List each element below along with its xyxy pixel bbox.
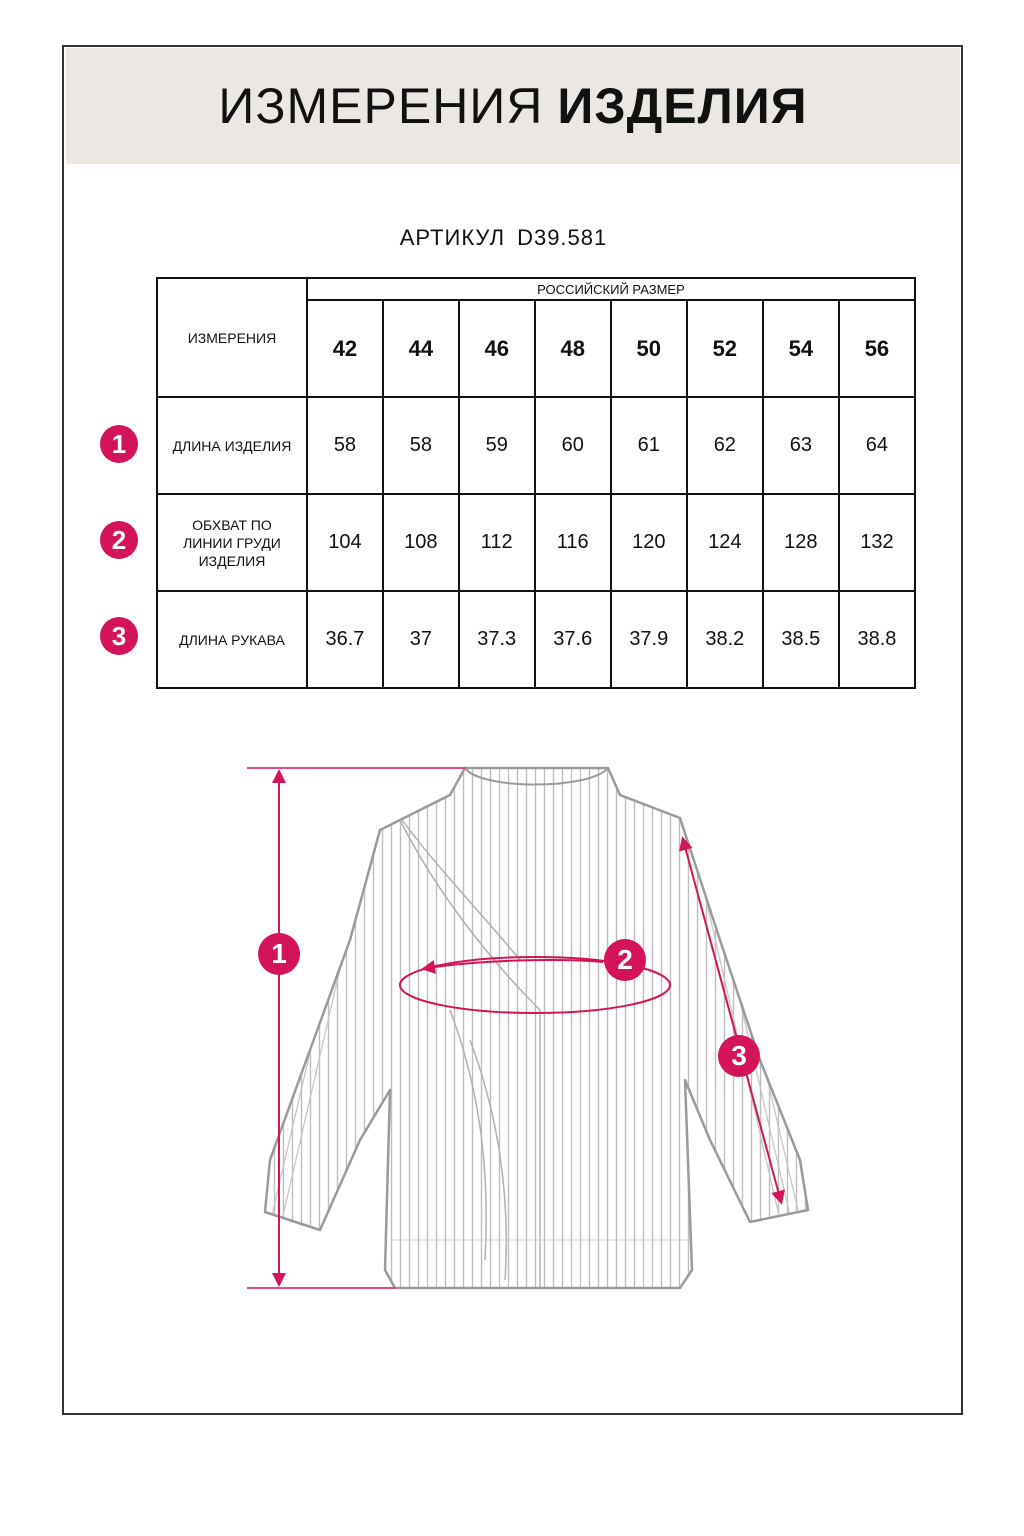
- measurements-header: ИЗМЕРЕНИЯ: [157, 278, 307, 397]
- table-cell: 38.8: [839, 591, 915, 688]
- diagram-marker-chest: 2: [604, 939, 646, 981]
- table-cell: 64: [839, 397, 915, 494]
- row-number-badge: 2: [100, 521, 138, 559]
- size-header: 54: [763, 300, 839, 397]
- size-header: 56: [839, 300, 915, 397]
- russian-size-header: РОССИЙСКИЙ РАЗМЕР: [307, 278, 915, 300]
- table-cell: 37.3: [459, 591, 535, 688]
- row-label: ОБХВАТ ПО ЛИНИИ ГРУДИ ИЗДЕЛИЯ: [157, 494, 307, 591]
- article-label: АРТИКУЛ: [399, 225, 506, 250]
- size-header: 48: [535, 300, 611, 397]
- table-cell: 124: [687, 494, 763, 591]
- row-label: ДЛИНА РУКАВА: [157, 591, 307, 688]
- size-header: 46: [459, 300, 535, 397]
- table-cell: 37.9: [611, 591, 687, 688]
- garment-ribbing: [250, 760, 830, 1300]
- table-cell: 108: [383, 494, 459, 591]
- row-number-badge: 3: [100, 617, 138, 655]
- table-cell: 36.7: [307, 591, 383, 688]
- article-code: D39.581: [517, 225, 608, 250]
- size-header: 50: [611, 300, 687, 397]
- table-cell: 37: [383, 591, 459, 688]
- table-cell: 116: [535, 494, 611, 591]
- table-cell: 61: [611, 397, 687, 494]
- diagram-marker-length: 1: [258, 933, 300, 975]
- table-cell: 58: [307, 397, 383, 494]
- title-light: ИЗМЕРЕНИЯ: [218, 78, 544, 134]
- table-cell: 38.2: [687, 591, 763, 688]
- title-bold: ИЗДЕЛИЯ: [557, 78, 808, 134]
- table-cell: 112: [459, 494, 535, 591]
- table-cell: 104: [307, 494, 383, 591]
- row-label: ДЛИНА ИЗДЕЛИЯ: [157, 397, 307, 494]
- diagram-marker-sleeve: 3: [718, 1035, 760, 1077]
- size-header: 42: [307, 300, 383, 397]
- size-header: 52: [687, 300, 763, 397]
- table-cell: 38.5: [763, 591, 839, 688]
- table-cell: 128: [763, 494, 839, 591]
- size-header: 44: [383, 300, 459, 397]
- table-cell: 58: [383, 397, 459, 494]
- table-cell: 60: [535, 397, 611, 494]
- table-cell: 132: [839, 494, 915, 591]
- table-cell: 62: [687, 397, 763, 494]
- row-number-badge: 1: [100, 425, 138, 463]
- table-cell: 120: [611, 494, 687, 591]
- table-cell: 63: [763, 397, 839, 494]
- table-cell: 59: [459, 397, 535, 494]
- table-cell: 37.6: [535, 591, 611, 688]
